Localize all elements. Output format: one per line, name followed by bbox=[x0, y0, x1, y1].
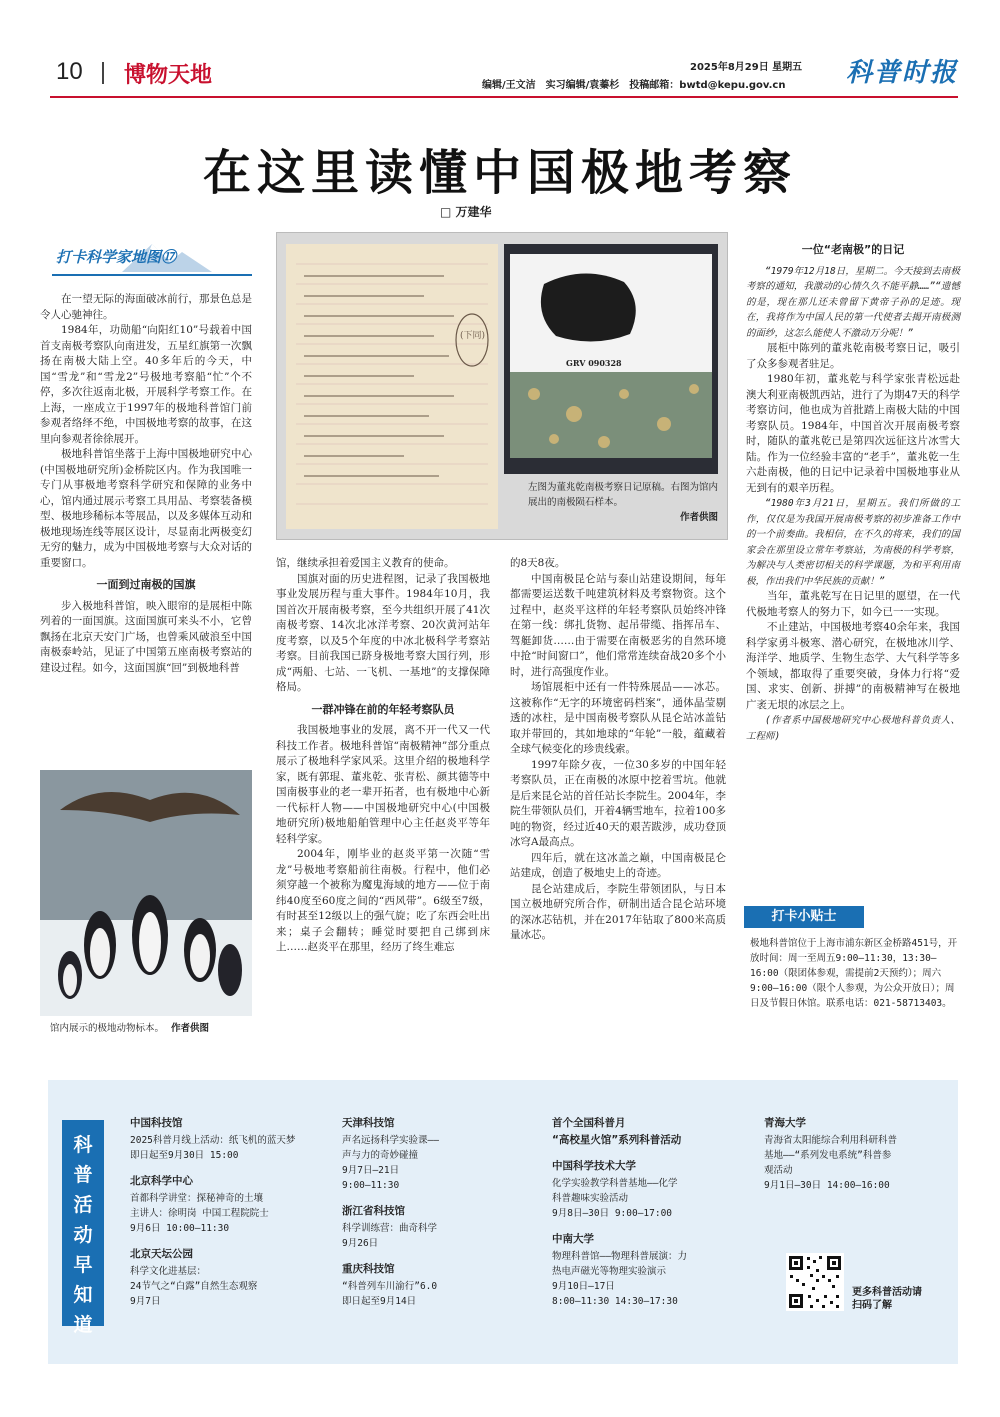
qr-caption: 更多科普活动请扫码了解 bbox=[852, 1287, 922, 1311]
column-3 bbox=[510, 556, 726, 944]
activity-line: 9月7日 bbox=[130, 1296, 161, 1307]
author-note: (作者系中国极地研究中心极地科普负责人、工程师) bbox=[746, 715, 960, 742]
activity-line: 即日起至9月30日 15:00 bbox=[130, 1150, 239, 1161]
tips-header bbox=[744, 906, 864, 928]
activity-item bbox=[342, 1204, 532, 1251]
activity-line: 9月6日 10:00—11:30 bbox=[130, 1223, 230, 1234]
venue: 北京天坛公园 bbox=[130, 1248, 193, 1260]
column-1 bbox=[40, 292, 252, 676]
subheading: 一位“老南极”的日记 bbox=[801, 243, 905, 256]
venue: 青海大学 bbox=[764, 1117, 806, 1129]
series-badge bbox=[52, 238, 252, 276]
activity-item bbox=[130, 1174, 320, 1236]
paragraph: 国旗对面的历史进程图，记录了我国极地事业发展历程与重大事件。1984年10月，我国首次开展南极考察，至今共组织开展了41次南极考察、14次北冰洋考察、20次黄河站年度考察，以及5个年度的中冰北极科学考察站考察。目前我国已跻身极地考察大国行列，形成“两船、七站、一飞机、一基地”的支撑保障格局。 bbox=[276, 572, 490, 693]
activity-line: 2025科普月线上活动：纸飞机的蓝天梦 bbox=[130, 1135, 296, 1146]
activity-item bbox=[764, 1116, 954, 1193]
paragraph: 在一望无际的海面破冰前行，那景色总是令人心驰神往。 bbox=[40, 293, 252, 321]
tips-title: 打卡小贴士 bbox=[771, 909, 837, 924]
paragraph: 的8天8夜。 bbox=[510, 557, 566, 569]
venue: 天津科技馆 bbox=[342, 1117, 395, 1129]
paragraph: 场馆展柜中还有一件特殊展品——冰芯。这被称作“无字的环境密码档案”，通体晶莹剔透的冰柱，是中国南极考察队从昆仑站冰盖钻取并带回的，其如地球的“年轮”一般，蕴藏着全球气候变化的珍贵线索。 bbox=[510, 681, 726, 755]
activity-line: 声名远扬科学实验课—— bbox=[342, 1135, 439, 1146]
diary-manuscript-photo bbox=[286, 244, 498, 529]
photo-credit: 作者供图 bbox=[171, 1023, 210, 1034]
activities-col-3 bbox=[552, 1116, 748, 1320]
qr-code-icon bbox=[786, 1253, 844, 1311]
venue: 首个全国科普月 bbox=[552, 1117, 626, 1129]
issue-date: 2025年8月29日 星期五 bbox=[690, 62, 803, 73]
subheading: 一面到过南极的国旗 bbox=[96, 578, 196, 591]
activity-line: 科普趣味实验活动 bbox=[552, 1193, 629, 1204]
diary-quote: “1979年12月18日，星期二。今天接到去南极考察的通知，我激动的心情久久不能平静……”“遗憾的是，现在那儿还未曾留下黄帝子孙的足迹。现在，我将作为中国人民的第一代使者去揭开南极测的面纱，这怎么能使人不激动万分呢！” bbox=[746, 265, 960, 339]
activity-line: 科学文化进基层： bbox=[130, 1266, 207, 1277]
activity-line: 9月8日—30日 9:00—17:00 bbox=[552, 1208, 673, 1219]
editor-credits: 编辑/王文洁 实习编辑/袁蓁杉 投稿邮箱：bwtd@kepu.gov.cn bbox=[482, 80, 786, 91]
activity-item bbox=[552, 1116, 748, 1148]
activity-line: 9:00—11:30 bbox=[342, 1180, 400, 1191]
paragraph: 1997年除夕夜，一位30多岁的中国年轻考察队员，正在南极的冰原中挖着雪坑。他就是后来昆仑站的首任站长李院生。2004年，李院生带领队员们，开着4辆雪地车，拉着100多吨的物资，经过近40天的艰苦跋涉，成功登顶冰穹A最高点。 bbox=[510, 758, 726, 848]
activity-line: 9月7日—21日 bbox=[342, 1165, 400, 1176]
activity-item bbox=[552, 1232, 748, 1309]
paragraph: 展柜中陈列的董兆乾南极考察日记，吸引了众多参观者驻足。 bbox=[746, 342, 960, 370]
article-title: 在这里读懂中国极地考察 bbox=[202, 145, 797, 201]
venue: 重庆科技馆 bbox=[342, 1263, 395, 1275]
activity-line: 9月10日—17日 bbox=[552, 1281, 615, 1292]
newspaper-logo: 科普时报 bbox=[846, 58, 959, 88]
page-number: 10 bbox=[56, 58, 83, 85]
activity-line: 24节气之“白露”自然生态观察 bbox=[130, 1281, 258, 1292]
diary-quote: “1980年3月21日，星期五。我们所做的工作，仅仅是为我国开展南极考察的初步准备工作中的一个前奏曲。我相信，在不久的将来，我们的国家会在那里设立常年考察站，为南极的科学考察，为解决与人类密切相关的科学课题，为和平利用南极，作出我们中华民族的贡献！” bbox=[746, 498, 960, 587]
column-2 bbox=[276, 556, 490, 956]
activity-line: 物理科普馆——物理科普展演：力 bbox=[552, 1251, 687, 1262]
activity-line: 8:00—11:30 14:30—17:30 bbox=[552, 1296, 678, 1307]
activity-line: 青海省太阳能综合利用科研科普 bbox=[764, 1135, 898, 1146]
venue: 浙江省科技馆 bbox=[342, 1205, 405, 1217]
venue: 中国科技馆 bbox=[130, 1117, 183, 1129]
venue: 中国科学技术大学 bbox=[552, 1160, 636, 1172]
column-4 bbox=[746, 236, 960, 744]
paragraph: 2004年，刚毕业的赵炎平第一次随“雪龙”号极地考察船前往南极。行程中，他们必须穿越一个被称为魔鬼海域的地方——位于南纬40度至60度之间的“西风带”。6级至7级，有时甚至12级以上的强气旋；吃了东西会吐出来；桌子会翻转；睡觉时要把自己绑到床上……赵炎平在那里，经历了终生难忘 bbox=[276, 848, 490, 953]
meteorite-label: GRV 090328 bbox=[566, 358, 622, 368]
paragraph: 我国极地事业的发展，离不开一代又一代科技工作者。极地科普馆“南极精神”部分重点展示了极地科学家风采。这里介绍的极地科学家，既有郭琨、董兆乾、张青松、颜其德等中国南极事业的老一辈开拓者，也有极地中心新一代标杆人物——中国极地研究中心(中国极地研究所)极地船舶管理中心主任赵炎平等年轻科学家。 bbox=[276, 724, 490, 845]
activity-line: 首都科学讲堂：探秘神奇的土壤 bbox=[130, 1193, 264, 1204]
activities-col-2 bbox=[342, 1116, 532, 1320]
activity-line: 基地——“系列发电系统”科普参 bbox=[764, 1150, 892, 1161]
activity-item bbox=[130, 1116, 320, 1163]
photo-credit: 作者供图 bbox=[679, 512, 718, 523]
paragraph: 步入极地科普馆，映入眼帘的是展柜中陈列着的一面国旗。这面国旗可来头不小，它曾飘扬在北京天安门广场，也曾乘风破浪至中国南极泰岭站，见证了中国第五座南极考察站的建设过程。如今，这面国旗“回”到极地科普 bbox=[40, 599, 252, 674]
header-rule bbox=[50, 96, 958, 98]
activity-item bbox=[552, 1159, 748, 1221]
activity-line: 科学训练营：曲奇科学 bbox=[342, 1223, 438, 1234]
caption-text: 馆内展示的极地动物标本。 bbox=[50, 1023, 165, 1034]
activities-label-text: 科普活动早知道 bbox=[73, 1134, 93, 1336]
caption-text: 左图为董兆乾南极考察日记原稿。右图为馆内展出的南极陨石样本。 bbox=[528, 482, 719, 508]
diary-illustration bbox=[286, 244, 498, 529]
paragraph: 昆仑站建成后，李院生带领团队，与日本国立极地研究所合作，研制出适合昆仑站环境的深冰芯钻机，并在2017年钻取了800米高质量冰芯。 bbox=[510, 882, 726, 941]
venue: 中南大学 bbox=[552, 1233, 594, 1245]
byline: □ 万建华 bbox=[440, 205, 492, 219]
meteorite-photo bbox=[504, 244, 718, 474]
activity-line: 化学实验教学科普基地——化学 bbox=[552, 1178, 678, 1189]
penguin-illustration bbox=[40, 770, 252, 1016]
diary-handwriting: (下同) bbox=[460, 331, 486, 341]
activity-line: 9月1日—30日 14:00—16:00 bbox=[764, 1180, 890, 1191]
header-divider bbox=[102, 62, 104, 84]
subheading: 一群冲锋在前的年轻考察队员 bbox=[311, 702, 455, 716]
tips-text: 极地科普馆位于上海市浦东新区金桥路451号，开放时间：周一至周五9:00—11:30，13:30—16:00（限团体参观，需提前2天预约）；周六9:00—16:00（限个人参观，为公众开放日）；周日及节假日休馆。联系电话：021-58713403。 bbox=[750, 938, 958, 1009]
penguin-caption bbox=[50, 1020, 254, 1034]
activity-item bbox=[342, 1262, 532, 1309]
section-title: 博物天地 bbox=[124, 63, 213, 88]
activities-col-4 bbox=[764, 1116, 954, 1204]
activity-line: 即日起至9月14日 bbox=[342, 1296, 417, 1307]
paragraph: 四年后，就在这冰盖之巅，中国南极昆仑站建成，创造了极地史上的奇迹。 bbox=[510, 851, 726, 879]
activities-col-1 bbox=[130, 1116, 320, 1320]
series-label: 打卡科学家地图⑰ bbox=[56, 248, 177, 266]
activity-line: “高校星火馆”系列科普活动 bbox=[552, 1134, 682, 1146]
activity-line: 声与力的奇妙碰撞 bbox=[342, 1150, 419, 1161]
penguin-specimen-photo bbox=[40, 770, 252, 1016]
venue: 北京科学中心 bbox=[130, 1175, 193, 1187]
activity-line: 9月26日 bbox=[342, 1238, 379, 1249]
activity-line: 热电声磁光等物理实验演示 bbox=[552, 1266, 667, 1277]
paragraph: 1980年初，董兆乾与科学家张青松远赴澳大利亚南极凯西站，进行了为期47天的科学考察访问，他也成为首批踏上南极大陆的中国考察队员。1984年，中国首次开展南极考察时，随队的董兆乾已是第四次远征这片冰雪大陆。作为一位经验丰富的“老手”，董兆乾一生六赴南极，他的日记中记录着中国极地事业从无到有的艰辛历程。 bbox=[746, 373, 960, 494]
top-photo-caption bbox=[528, 480, 718, 525]
paragraph: 极地科普馆坐落于上海中国极地研究中心(中国极地研究所)金桥院区内。作为我国唯一专门从事极地考察科学研究和保障的业务中心，馆内通过展示考察工具用品、考察装备模型、极地珍稀标本等展品，以及多媒体互动和极地现场连线等展区设计，尽显南北两极变幻无穷的魅力，成为中国极地考察与大众对话的重要窗口。 bbox=[40, 448, 252, 569]
activity-item bbox=[130, 1247, 320, 1309]
paragraph: 不止建站，中国极地考察40余年来，我国科学家勇斗极寒、潜心研究，在极地冰川学、海洋学、地质学、生物生态学、大气科学等多个领域，都取得了重要突破，身体力行将“爱国、求实、创新、拼搏”的南极精神写在极地广袤无垠的冰层之上。 bbox=[746, 621, 960, 711]
activity-line: 观活动 bbox=[764, 1165, 793, 1176]
paragraph: 1984年，功勋船“向阳红10”号载着中国首支南极考察队向南进发，五星红旗第一次飘扬在南极大陆上空。40多年后的今天，中国“雪龙”和“雪龙2”号极地考察船“忙”个不停，多次往返南北极，开展科学考察工作。在上海，一座成立于1997年的极地科普馆门前参观者络绎不绝，中国极地考察的故事，在这里向参观者徐徐展开。 bbox=[40, 324, 252, 445]
paragraph: 当年，董兆乾写在日记里的愿望，在一代代极地考察人的努力下，如今已一一实现。 bbox=[746, 590, 960, 618]
activity-line: 主讲人：徐明岗 中国工程院院士 bbox=[130, 1208, 269, 1219]
activity-item bbox=[342, 1116, 532, 1193]
activities-label bbox=[62, 1120, 104, 1336]
paragraph: 馆，继续承担着爱国主义教育的使命。 bbox=[276, 557, 455, 569]
qr-code[interactable] bbox=[786, 1253, 844, 1311]
paragraph: 中国南极昆仑站与泰山站建设期间，每年都需要运送数千吨建筑材料及考察物资。这个过程中，赵炎平这样的年轻考察队员始终冲锋在第一线：绑扎货物、起吊带缆、指挥吊车、驾艇卸货……由于需要在南极恶劣的自然环境中抢“时间窗口”，他们常常连续奋战20多个小时，进行高强度作业。 bbox=[510, 572, 726, 678]
activity-line: “科普列车川渝行”6.0 bbox=[342, 1281, 438, 1292]
